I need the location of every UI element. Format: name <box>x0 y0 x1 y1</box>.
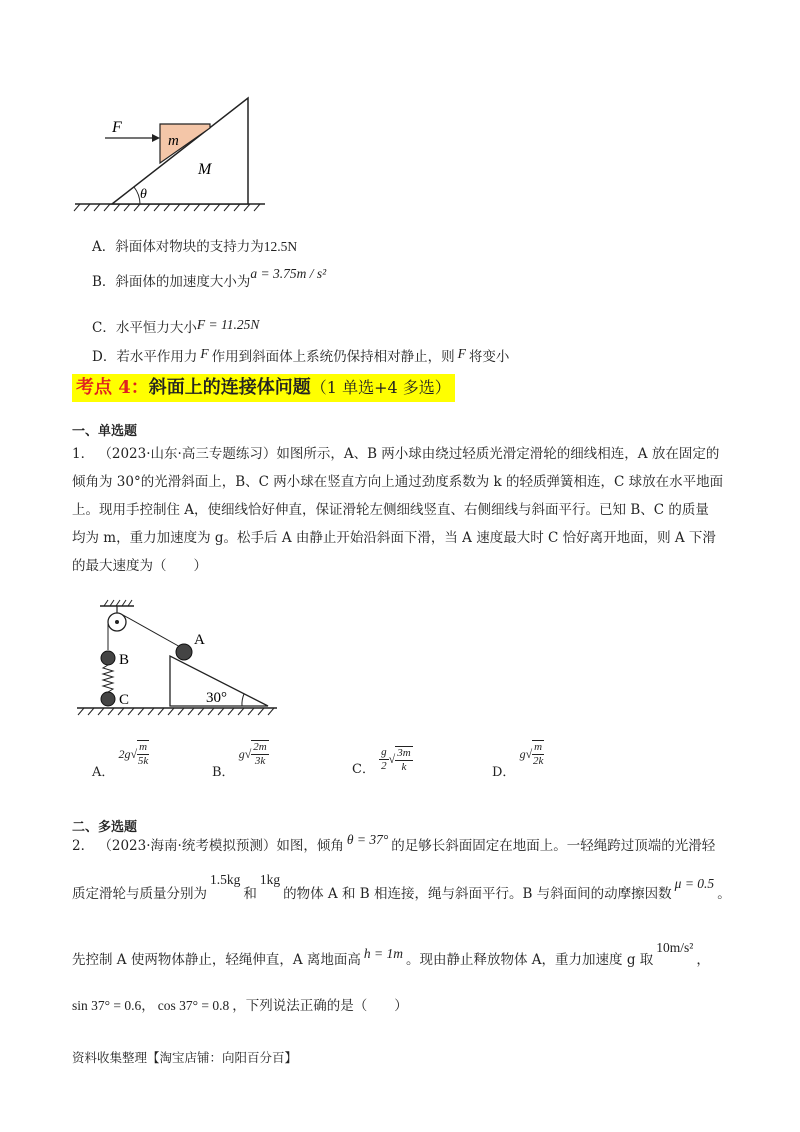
option-a <box>92 235 297 255</box>
answer-frac <box>395 746 412 774</box>
ball-a <box>176 644 192 660</box>
ground-hatch <box>74 204 260 211</box>
answer-prefix: A． <box>92 764 115 780</box>
q2-math: μ = 0.5 <box>674 876 715 891</box>
answer-num: 3m <box>397 746 411 759</box>
q1-answer-b <box>212 740 269 780</box>
option-prefix: C． <box>92 320 116 336</box>
q1-answer-a <box>92 740 149 780</box>
q1-line: 均为 m，重力加速度为 g。松手后 A 由静止开始沿斜面下滑，当 A 速度最大时 C 恰好离开地面，则 A 下滑 <box>72 530 716 546</box>
force-label: F <box>112 119 122 136</box>
q2-line-3 <box>72 940 710 968</box>
answer-den: k <box>401 760 407 773</box>
q2-text: 质定滑轮与质量分别为 <box>72 886 207 902</box>
answer-num: m <box>534 741 543 753</box>
answer-coef: 2g <box>118 746 131 761</box>
option-math: a = 3.75m / s² <box>250 266 327 281</box>
option-prefix: D． <box>92 349 117 365</box>
ceiling-hatch <box>104 600 132 606</box>
q2-math: h = 1m <box>363 946 403 961</box>
answer-coef: g <box>519 746 526 761</box>
label-a: A <box>194 632 205 648</box>
q2-math: sin 37° = 0.6 <box>72 998 142 1013</box>
section-single-choice: 一、单选题 <box>72 424 138 439</box>
answer-num: m <box>139 741 148 753</box>
option-b <box>92 266 327 290</box>
topic-label: 考点 4： <box>76 377 149 398</box>
answer-num: 2m <box>253 741 267 753</box>
q2-math: cos 37° = 0.8 <box>157 998 230 1013</box>
question-1 <box>72 440 732 580</box>
q2-line-2 <box>72 872 731 902</box>
answer-den: 2k <box>532 755 544 767</box>
answer-coef-num: g <box>381 746 387 758</box>
ball-c <box>101 692 115 706</box>
label-c: C <box>119 692 130 708</box>
q1-answer-d <box>492 740 544 780</box>
q1-line: 1． （2023·山东·高三专题练习）如图所示，A、B 两小球由绕过轻质光滑定滑轮的细线相连，A 放在固定的 <box>72 446 720 462</box>
answer-prefix: D． <box>492 764 516 780</box>
q2-math: 1kg <box>259 872 281 887</box>
option-text: 斜面体对物块的支持力为 <box>115 239 264 255</box>
spring <box>103 665 113 692</box>
answer-formula: g √ $\frac{2m}{3k}$ <box>238 741 267 767</box>
pulley-axle <box>115 620 119 624</box>
force-arrowhead <box>152 134 160 142</box>
q1-answer-c <box>352 740 413 777</box>
angle-30-label: 30° <box>206 690 227 706</box>
q1-line: 倾角为 30°的光滑斜面上，B、C 两小球在竖直方向上通过劲度系数为 k 的轻质弹簧相连，C 球放在水平地面 <box>72 474 724 490</box>
answer-coef: g <box>238 746 245 761</box>
angle-label: θ <box>140 187 147 202</box>
ground-hatch-2 <box>78 708 274 715</box>
q1-line: 的最大速度为（ ） <box>72 558 207 574</box>
answer-formula: $\frac{g}{2}$ √ $\frac{3m}{k}$ <box>381 746 411 773</box>
option-text: 水平恒力大小 <box>115 320 197 336</box>
q2-math: θ = 37° <box>346 832 389 847</box>
q2-math: 1.5kg <box>210 872 241 887</box>
answer-formula: g √ $\frac{m}{2k}$ <box>519 741 544 767</box>
option-prefix: B． <box>92 274 116 290</box>
pulley-spring-diagram <box>72 598 282 718</box>
option-prefix: A． <box>92 239 116 255</box>
answer-coef-den: 2 <box>381 760 387 772</box>
option-text: 将变小 <box>468 349 510 365</box>
option-math: 12.5N <box>263 239 298 254</box>
option-text: 若水平作用力 <box>116 349 198 365</box>
rope-right <box>123 615 182 648</box>
q2-text: 的足够长斜面固定在地面上。一轻绳跨过顶端的光滑轻 <box>391 838 716 854</box>
q2-text: 2． （2023·海南·统考模拟预测）如图，倾角 <box>72 838 344 854</box>
q1-line: 上。现用手控制住 A，使细线恰好伸直，保证滑轮左侧细线竖直、右侧细线与斜面平行。已知 B、C 的质量 <box>72 502 709 518</box>
answer-prefix: B． <box>212 764 235 780</box>
q2-text: 的物体 A 和 B 相连接，绳与斜面平行。B 与斜面间的动摩擦因数 <box>283 886 672 902</box>
answer-formula: 2g √ $\frac{m}{5k}$ <box>118 741 149 767</box>
option-math: F <box>200 346 209 361</box>
q2-text: 和 <box>243 886 257 902</box>
q2-line-4 <box>72 994 408 1014</box>
q2-text: ， <box>696 952 710 968</box>
footer-note: 资料收集整理【淘宝店铺：向阳百分百】 <box>72 1050 298 1065</box>
incline-block-diagram <box>70 90 270 220</box>
incline-label: M <box>198 161 212 178</box>
answer-coef-frac <box>379 746 389 773</box>
option-text: 作用到斜面体上系统仍保持相对静止，则 <box>211 349 455 365</box>
topic-title: 斜面上的连接体问题 <box>148 377 311 398</box>
q2-text: ， <box>141 998 155 1014</box>
option-math: F <box>457 346 466 361</box>
q2-line-1 <box>72 834 715 854</box>
q2-text: 。现由静止释放物体 A，重力加速度 g 取 <box>405 952 654 968</box>
ball-b <box>101 651 115 665</box>
label-b: B <box>119 652 130 668</box>
option-text: 斜面体的加速度大小为 <box>115 274 251 290</box>
q2-text: 。 <box>717 886 731 902</box>
q2-text: 先控制 A 使两物体静止，轻绳伸直，A 离地面高 <box>72 952 361 968</box>
section-multi-choice: 二、多选题 <box>72 820 138 835</box>
answer-frac <box>251 740 268 768</box>
answer-prefix: C． <box>352 762 375 777</box>
incline-body <box>112 98 248 204</box>
answer-den: 3k <box>254 755 266 767</box>
block-label: m <box>168 133 179 149</box>
answer-den: 5k <box>137 755 149 767</box>
topic-note: （1 单选+4 多选） <box>310 378 451 397</box>
option-c <box>92 316 259 336</box>
option-math: F = 11.25N <box>196 317 260 332</box>
answer-frac <box>137 740 149 768</box>
q2-text: ，下列说法正确的是（ ） <box>232 998 408 1014</box>
answer-frac <box>532 740 544 768</box>
option-d <box>92 345 509 365</box>
q2-math: 10m/s² <box>656 940 694 955</box>
topic-heading <box>72 374 455 402</box>
